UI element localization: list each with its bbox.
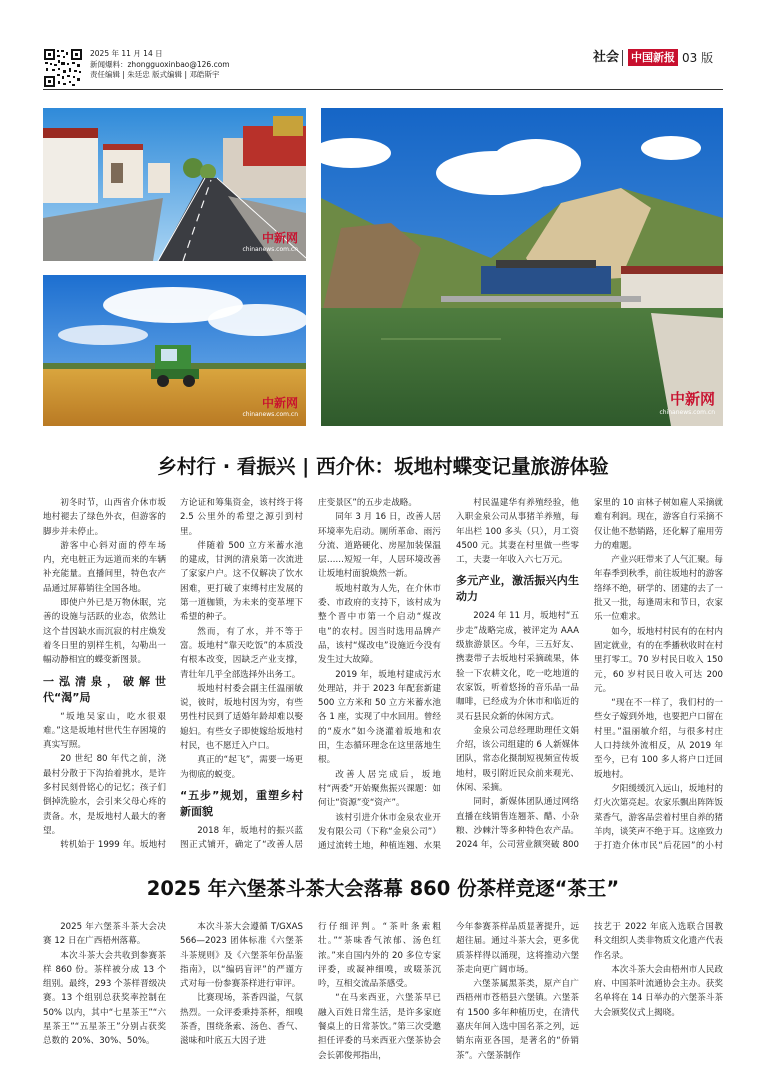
paragraph: 庄变景区”的五步走战略。 (318, 498, 417, 508)
qr-code (43, 48, 83, 88)
paragraph: “坂地吴家山，吃水很艰难。”这是坂地村世代生存困境的真实写照。 (43, 711, 166, 751)
photo-scenic-village (321, 108, 723, 426)
article-2-column-3 (318, 920, 441, 1070)
article-1-column-1 (43, 496, 166, 851)
paragraph: 2018 年，坂地村的振兴蓝图正式铺开，确定了“改善人居 (180, 825, 303, 851)
paragraph: 该村引进介休市金泉农业开发有限公司（下称“金泉公司”）通过流转土地，种植连翘、水果 (318, 812, 441, 851)
article-1-column-5 (594, 496, 723, 851)
paragraph: 村民温建华有养殖经验，他入职金泉公司从事猪羊养殖，每年出栏 100 多头（只），月工资 4500 元。其妻在村里做一些零工，夫妻一年收入六七万元。 (456, 498, 579, 566)
header-divider (622, 50, 623, 66)
subheading: “五步”规划，重塑乡村新面貌 (180, 788, 303, 818)
paragraph: 今年参赛茶样品质显著提升，远超往届。通过斗茶大会，更多优质茶样得以涌现，这将推动六堡茶走向更广阔市场。 (456, 922, 579, 975)
paragraph: 同年 3 月 16 日，改善人居环境率先启动。厕所革命、雨污分流、道路硬化、房屋加装保温层……短短一年，人居环境改善让坂地村面貌焕然一新。 (318, 512, 441, 580)
paragraph: 技艺于 2022 年底入选联合国教科文组织人类非物质文化遗产代表作名录。 (594, 922, 723, 961)
paragraph: 如今，坂地村村民有的在村内固定就业，有的在季播秋收时在村里打零工。70 岁村民日收入 150 元，60 岁村民日收入可达 200 元。 (594, 626, 723, 694)
article-2-column-1 (43, 920, 166, 1070)
article-2-column-5 (594, 920, 723, 1070)
page-number: 03 版 (682, 51, 714, 65)
paragraph: “现在不一样了，我们村的一些女子嫁到外地，也要把户口留在村里。”温丽敏介绍，与很多村庄人口持续外流相反，从 2019 年至今，已有 100 多人将户口迁回坂地村。 (594, 698, 723, 780)
paragraph: 真正的“起飞”，需要一场更为彻底的蜕变。 (180, 755, 303, 780)
paragraph: 本次斗茶大会共收到参赛茶样 860 份。茶样被分成 13 个组别。最终，293 个茶样晋级决赛。13 个组别总获奖率控制在 50% 以内，其中“七星茶王”“六星茶王”“五星茶王”分别占获奖总数的 20%、30%、50%。 (43, 950, 166, 1047)
photo-village-road (43, 108, 306, 261)
paragraph: 20 世纪 80 年代之前，浇最村分散于下沟抬着挑水，是许多村民刻骨铭心的记忆；孩子们倒掉洗脸水，会引来父母心疼的责备。水，是坂地村人最大的奢望。 (43, 754, 166, 836)
header-rule (43, 89, 723, 90)
paragraph: 坂地村村委会副主任温丽敏说，彼时，坂地村因为穷，有些男性村民到了适婚年龄却难以娶媳妇。有些女子即使嫁给坂地村村民，也不愿迁入户口。 (180, 683, 303, 752)
photo-watermark: 中新网 chinanews.com.cn (242, 231, 298, 253)
paragraph: 初冬时节，山西省介休市坂地村褪去了绿色外衣，但游客的脚步并未停止。 (43, 498, 166, 537)
paragraph: 2019 年，坂地村建成污水处理站，并于 2023 年配套新建 500 立方米和 50 立方米蓄水池各 1 座，实现了中水回用。曾经的“废水”如今浇灌着坂地和农田，生态循环理念在这里落地生根。 (318, 669, 441, 766)
photo-watermark: 中新网 chinanews.com.cn (242, 396, 298, 418)
paragraph: 即使户外已是万物休眠，完善的设施与活跃的业态，依然让这个昔因缺水而沉寂的村庄焕发着冬日里的别样生机，勾勒出一幅动静相宜的蝶变新图景。 (43, 598, 166, 666)
paragraph: 改善人居完成后，坂地村“两委”开始聚焦振兴课题：如何让“资源”变“资产”。 (318, 769, 441, 809)
paragraph: 方论证和筹集资金，该村终于将 2.5 公里外的希望之源引到村里。 (180, 498, 303, 537)
paragraph: 游客中心斜对面的停车场内，充电桩正为远道而来的车辆补充能量。直播间里，特色农产品通过屏幕销往全国各地。 (43, 540, 166, 594)
paragraph: 夕阳缓缓沉入远山，坂地村的灯火次第亮起。农家乐飘出阵阵饭菜香气，游客品尝着村里自养的猪羊肉，谈笑声不绝于耳。这座致力于打造介休市民“后花园”的小村 (594, 783, 723, 851)
paper-logo: 中国新报 (628, 49, 678, 66)
paragraph: 2024 年 11 月，坂地村“五步走”战略完成，被评定为 AAA 级旅游景区。今年，三五好友、携妻带子去坂地村采摘疏果，体验一下农耕文化，吃一吃地道的农家饭，听着悠扬的音乐品一品咖啡，已经成为介休市和临近的灵石县民众新的休闲方式。 (456, 611, 579, 722)
paragraph: “在马来西亚，六堡茶早已融入百姓日常生活，是许多家庭餐桌上的日常茶饮。”第三次受邀担任评委的马来西亚六堡茶协会会长郭俊邦指出， (318, 993, 441, 1061)
issue-date: 2025 年 11 月 14 日 (90, 49, 163, 58)
article-1-column-4 (456, 496, 579, 851)
paragraph: 坂地村敢为人先，在介休市委、市政府的支持下，该村成为整个晋中市第一个启动“煤改电”的农村。因当时选用品牌产品，该村“煤改电”设施近今没有发生过大故障。 (318, 583, 441, 666)
paragraph: 六堡茶属黑茶类，原产自广西梧州市苍梧县六堡镇。六堡茶有 1500 多年种植历史，在清代嘉庆年间入选中国名茶之列，远销东南亚各国，是著名的“侨销茶”。六堡茶制作 (456, 979, 579, 1061)
subheading: 一泓清泉，破解世代“渴”局 (43, 674, 166, 704)
editors-credit: 责任编辑 | 朱廷忠 版式编辑 | 邓皓斯宇 (90, 70, 220, 79)
photo-harvester-field (43, 275, 306, 426)
paragraph: 本次斗茶大会由梧州市人民政府、中国茶叶流通协会主办。获奖名单将在 14 日举办的六堡茶斗茶大会颁奖仪式上揭晓。 (594, 964, 723, 1018)
photo-watermark: 中新网 chinanews.com.cn (659, 390, 715, 416)
paragraph: 然而，有了水，并不等于富。坂地村“靠天吃饭”的本质没有根本改变，因缺乏产业支撑，青壮年几乎全部选择外出务工。 (180, 626, 303, 680)
article-2-headline: 2025 年六堡茶斗茶大会落幕 860 份茶样竞逐“茶王” (146, 877, 620, 900)
paragraph: 金泉公司总经理助理任文娟介绍，该公司组建的 6 人新媒体团队，常态化摄制短视频宣传坂地村，吸引附近民众前来观光、休闲、采摘。 (456, 725, 579, 794)
paragraph: 本次斗茶大会遵循 T/GXAS 566—2023 团体标准《六堡茶斗茶规则》及《六堡茶年份品鉴指南》，以“编码盲评”的严谨方式对每一份参赛茶样进行审评。 (180, 922, 303, 990)
subheading: 多元产业，激活振兴内生动力 (456, 574, 579, 604)
paragraph: 行仔细评判。“茶叶条索粗壮。”“茶味香气浓郁、汤色红浓。”来自国内外的 20 多位专家评委，或凝神细嗅，或啜茶沉吟，互相交流品茶感受。 (318, 922, 441, 990)
paragraph: 产业兴旺带来了人气汇聚。每年春季到秋季，前往坂地村的游客络绎不绝，研学的、团建的去了一批又一批，每逢周末和节日，农家乐一位难求。 (594, 555, 723, 623)
article-2-column-2 (180, 920, 303, 1070)
tip-email: 新闻爆料：zhongguoxinbao@126.com (90, 60, 230, 69)
paragraph: 2025 年六堡茶斗茶大会决赛 12 日在广西梧州落幕。 (43, 922, 166, 947)
article-2-column-4 (456, 920, 579, 1070)
paragraph: 比赛现场，茶香四溢，气氛热烈。一众评委秉持茶杯，细嗅茶香，围绕条索、汤色、香气、滋味和叶底五大因子进 (180, 993, 303, 1047)
article-1-headline: 乡村行 · 看振兴 | 西介休：坂地村蝶变记量旅游体验 (157, 455, 609, 478)
article-1-column-2 (180, 496, 303, 851)
section-label: 社会 (593, 50, 620, 65)
paragraph: 转机始于 1999 年。坂地村 (60, 840, 166, 851)
paragraph: 同时，新媒体团队通过网络直播在线销售连翘茶、醋、小杂粮、沙棘汁等多种特色农产品。2024 年，公司营业额突破 800 (456, 797, 579, 851)
paragraph: 伴随着 500 立方米蓄水池的建成，甘洌的清泉第一次流进了家家户户。这不仅解决了饮水困难，更打破了束缚村庄发展的第一道枷锁，为未来的变革埋下希望的种子。 (180, 540, 303, 623)
paragraph: 家里的 10 亩林子树如雇人采摘就难有利润。现在，游客自行采摘不仅让他不愁销路，还化解了雇用劳力的难题。 (594, 498, 723, 551)
article-1-column-3 (318, 496, 441, 851)
